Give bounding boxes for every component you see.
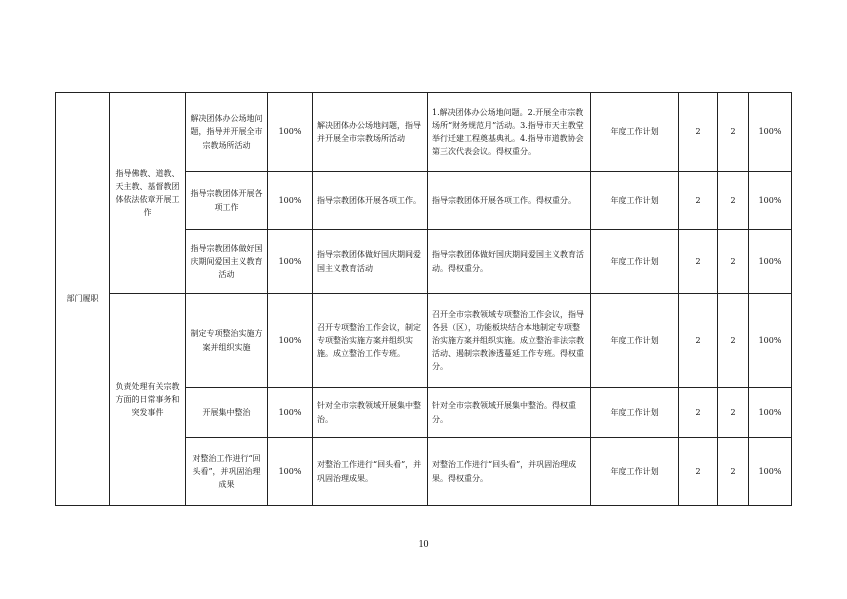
task-cell: 解决团体办公场地问题，指导并开展全市宗教场所活动 bbox=[186, 93, 268, 172]
content-cell: 解决团体办公场地问题，指导并开展全市宗教场所活动 bbox=[313, 93, 428, 172]
source-cell: 年度工作计划 bbox=[591, 230, 679, 294]
content-cell: 指导宗教团体做好国庆期间爱国主义教育活动 bbox=[313, 230, 428, 294]
rate-cell: 100% bbox=[268, 93, 313, 172]
content-cell: 指导宗教团体开展各项工作。 bbox=[313, 172, 428, 230]
source-cell: 年度工作计划 bbox=[591, 438, 679, 506]
duty-cell: 负责处理有关宗教方面的日常事务和突发事件 bbox=[110, 294, 186, 506]
task-cell: 开展集中整治 bbox=[186, 388, 268, 438]
completion-cell: 100% bbox=[749, 294, 792, 388]
score-cell: 2 bbox=[718, 294, 749, 388]
evaluation-cell: 针对全市宗教领域开展集中整治。得权重分。 bbox=[428, 388, 591, 438]
content-cell: 针对全市宗教领域开展集中整治。 bbox=[313, 388, 428, 438]
weight-cell: 2 bbox=[679, 388, 718, 438]
completion-cell: 100% bbox=[749, 388, 792, 438]
rate-cell: 100% bbox=[268, 388, 313, 438]
score-cell: 2 bbox=[718, 438, 749, 506]
duty-cell: 指导佛教、道教、天主教、基督教团体依法依章开展工作 bbox=[110, 93, 186, 294]
source-cell: 年度工作计划 bbox=[591, 388, 679, 438]
evaluation-cell: 召开全市宗教领域专项整治工作会议，指导各县（区），功能板块结合本地制定专项整治实施方案并组织实施。成立整治非法宗教活动、遏制宗教渗透蔓延工作专班。得权重分。 bbox=[428, 294, 591, 388]
evaluation-cell: 对整治工作进行“回头看”，并巩固治理成果。得权重分。 bbox=[428, 438, 591, 506]
completion-cell: 100% bbox=[749, 93, 792, 172]
task-cell: 对整治工作进行“回头看”，并巩固治理成果 bbox=[186, 438, 268, 506]
completion-cell: 100% bbox=[749, 438, 792, 506]
evaluation-cell: 1.解决团体办公场地问题。2.开展全市宗教场所“财务规范月”活动。3.指导市天主教堂举行迁建工程奠基典礼。4.指导市道教协会第三次代表会议。得权重分。 bbox=[428, 93, 591, 172]
weight-cell: 2 bbox=[679, 438, 718, 506]
rate-cell: 100% bbox=[268, 294, 313, 388]
rate-cell: 100% bbox=[268, 172, 313, 230]
table-row bbox=[56, 294, 792, 388]
completion-cell: 100% bbox=[749, 172, 792, 230]
task-cell: 指导宗教团体做好国庆期间爱国主义教育活动 bbox=[186, 230, 268, 294]
table-row bbox=[56, 93, 792, 172]
evaluation-cell: 指导宗教团体做好国庆期间爱国主义教育活动。得权重分。 bbox=[428, 230, 591, 294]
score-cell: 2 bbox=[718, 230, 749, 294]
score-cell: 2 bbox=[718, 172, 749, 230]
weight-cell: 2 bbox=[679, 294, 718, 388]
source-cell: 年度工作计划 bbox=[591, 294, 679, 388]
performance-table bbox=[55, 92, 792, 506]
score-cell: 2 bbox=[718, 93, 749, 172]
page-number: 10 bbox=[418, 539, 429, 550]
task-cell: 指导宗教团体开展各项工作 bbox=[186, 172, 268, 230]
completion-cell: 100% bbox=[749, 230, 792, 294]
task-cell: 制定专项整治实施方案并组织实施 bbox=[186, 294, 268, 388]
score-cell: 2 bbox=[718, 388, 749, 438]
weight-cell: 2 bbox=[679, 172, 718, 230]
content-cell: 召开专项整治工作会议，制定专项整治实施方案并组织实施。成立整治工作专班。 bbox=[313, 294, 428, 388]
source-cell: 年度工作计划 bbox=[591, 172, 679, 230]
weight-cell: 2 bbox=[679, 230, 718, 294]
source-cell: 年度工作计划 bbox=[591, 93, 679, 172]
rate-cell: 100% bbox=[268, 438, 313, 506]
section-label: 部门履职 bbox=[56, 93, 110, 506]
weight-cell: 2 bbox=[679, 93, 718, 172]
evaluation-cell: 指导宗教团体开展各项工作。得权重分。 bbox=[428, 172, 591, 230]
rate-cell: 100% bbox=[268, 230, 313, 294]
content-cell: 对整治工作进行“回头看”，并巩固治理成果。 bbox=[313, 438, 428, 506]
